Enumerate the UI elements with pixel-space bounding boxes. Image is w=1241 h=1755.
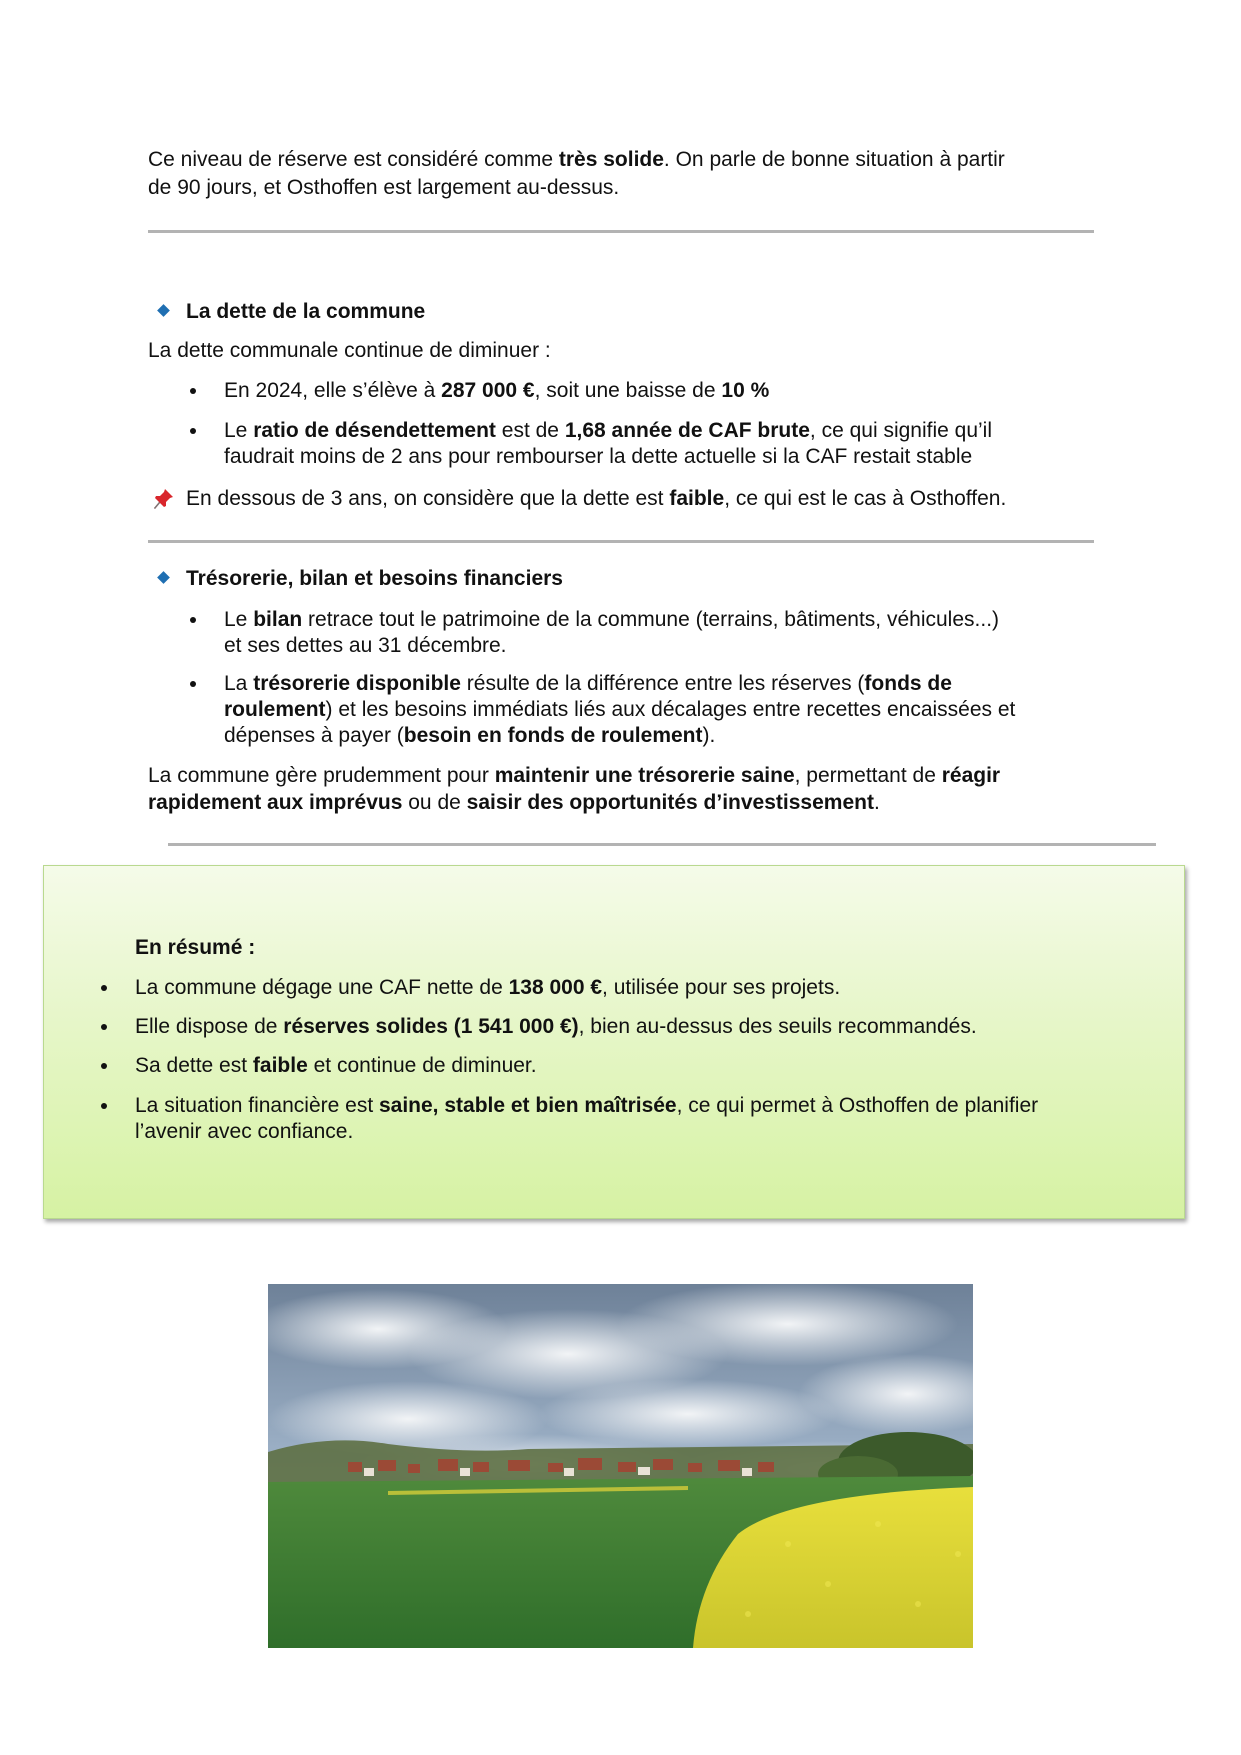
summary-item: La commune dégage une CAF nette de 138 000 €, utilisée pour ses projets. bbox=[135, 976, 841, 999]
list-item: En 2024, elle s’élève à 287 000 €, soit une baisse de 10 % bbox=[224, 379, 770, 402]
list-item: Le ratio de désendettement est de 1,68 année de CAF brute, ce qui signifie qu’il bbox=[224, 419, 993, 442]
list-item: La trésorerie disponible résulte de la différence entre les réserves (fonds de bbox=[224, 672, 952, 695]
section-heading-tresorerie: Trésorerie, bilan et besoins financiers bbox=[186, 567, 563, 590]
bullet-icon bbox=[101, 1024, 107, 1030]
intro-line-2: de 90 jours, et Osthoffen est largement au-dessus. bbox=[148, 176, 620, 199]
conclusion-line-1: La commune gère prudemment pour maintenir une trésorerie saine, permettant de réagir bbox=[148, 764, 1001, 787]
list-item: Le bilan retrace tout le patrimoine de la commune (terrains, bâtiments, véhicules...) bbox=[224, 608, 1000, 631]
landscape-photo bbox=[268, 1284, 973, 1648]
dette-intro: La dette communale continue de diminuer : bbox=[148, 339, 551, 362]
summary-item: Sa dette est faible et continue de diminuer. bbox=[135, 1054, 537, 1077]
bullet-icon bbox=[101, 1103, 107, 1109]
intro-line-1: Ce niveau de réserve est considéré comme très solide. On parle de bonne situation à partir bbox=[148, 148, 1005, 171]
list-item-continuation: dépenses à payer (besoin en fonds de roulement). bbox=[224, 724, 716, 747]
diamond-bullet-icon bbox=[157, 304, 170, 317]
diamond-bullet-icon bbox=[157, 571, 170, 584]
summary-item: Elle dispose de réserves solides (1 541 000 €), bien au-dessus des seuils recommandés. bbox=[135, 1015, 977, 1038]
list-item-continuation: roulement) et les besoins immédiats liés aux décalages entre recettes encaissées et bbox=[224, 698, 1016, 721]
conclusion-line-2: rapidement aux imprévus ou de saisir des opportunités d’investissement. bbox=[148, 791, 880, 814]
summary-title: En résumé : bbox=[135, 936, 256, 959]
summary-item-continuation: l’avenir avec confiance. bbox=[135, 1120, 354, 1143]
summary-item: La situation financière est saine, stable et bien maîtrisée, ce qui permet à Osthoffen de planifier bbox=[135, 1094, 1039, 1117]
pushpin-icon bbox=[151, 487, 175, 511]
bullet-icon bbox=[101, 1063, 107, 1069]
section-heading-dette: La dette de la commune bbox=[186, 300, 426, 323]
landscape-image bbox=[268, 1284, 973, 1648]
list-item-continuation: et ses dettes au 31 décembre. bbox=[224, 634, 507, 657]
divider bbox=[168, 843, 1156, 846]
list-item-continuation: faudrait moins de 2 ans pour rembourser la dette actuelle si la CAF restait stable bbox=[224, 445, 973, 468]
bullet-icon bbox=[190, 388, 196, 394]
divider bbox=[148, 540, 1094, 543]
dette-note: En dessous de 3 ans, on considère que la dette est faible, ce qui est le cas à Osthoffen. bbox=[186, 487, 1007, 510]
bullet-icon bbox=[101, 985, 107, 991]
bullet-icon bbox=[190, 617, 196, 623]
summary-box bbox=[43, 865, 1185, 1219]
bullet-icon bbox=[190, 681, 196, 687]
bullet-icon bbox=[190, 428, 196, 434]
divider bbox=[148, 230, 1094, 233]
